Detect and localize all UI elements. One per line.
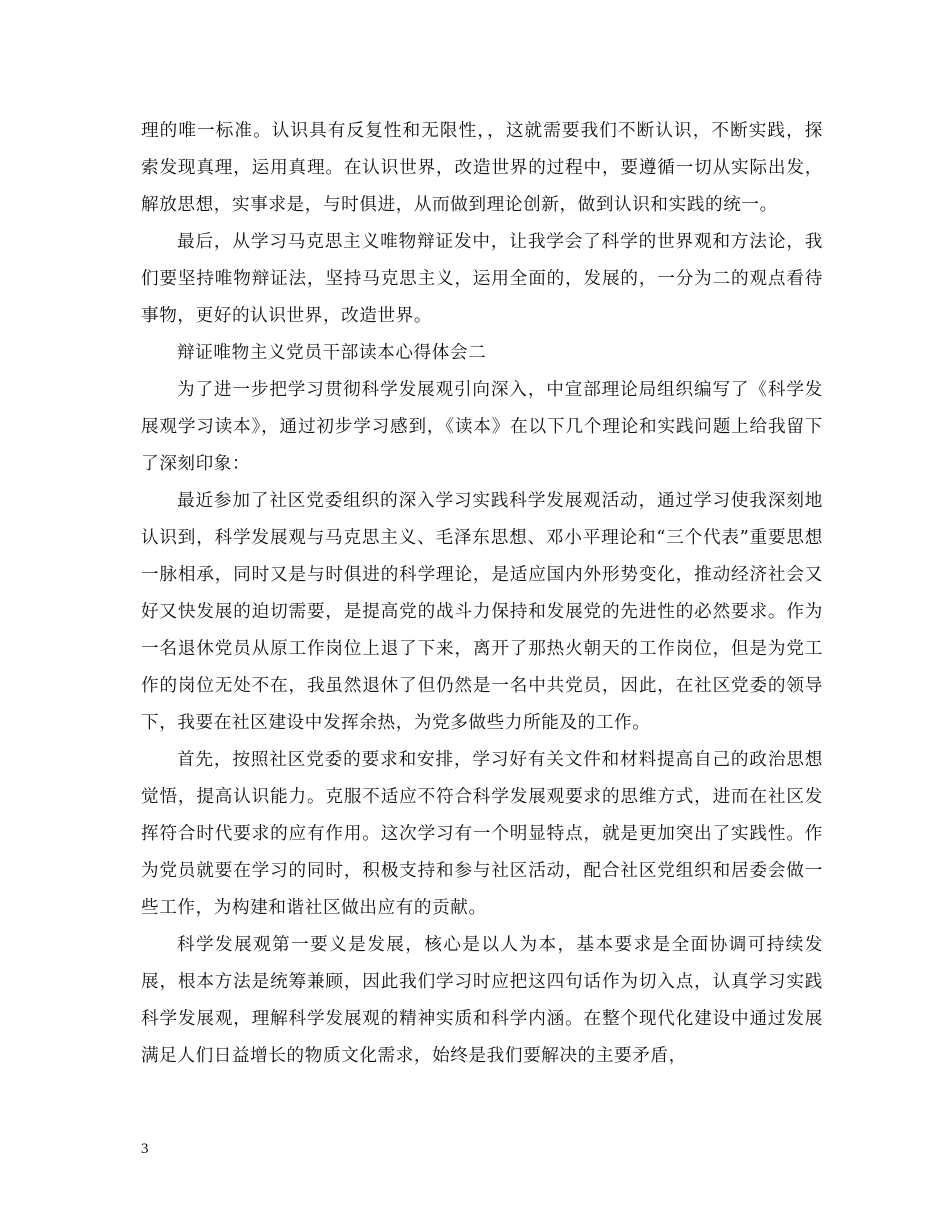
paragraph-continuation: 理的唯一标准。认识具有反复性和无限性，，这就需要我们不断认识，不断实践，探索发现真理，运用真理。在认识世界，改造世界的过程中，要遵循一切从实际出发，解放思想，实事求是，与时俱进，从而做到理论创新，做到认识和实践的统一。 bbox=[141, 121, 823, 215]
page-number: 3 bbox=[141, 1141, 149, 1157]
paragraph-intro: 为了进一步把学习贯彻科学发展观引向深入，中宣部理论局组织编写了《科学发展观学习读本》，通过初步学习感到，《读本》在以下几个理论和实践问题上给我留下了深刻印象： bbox=[141, 380, 823, 474]
paragraph-development: 科学发展观第一要义是发展，核心是以人为本，基本要求是全面协调可持续发展，根本方法是统筹兼顾，因此我们学习时应把这四句话作为切入点，认真学习实践科学发展观，理解科学发展观的精神实质和科学内涵。在整个现代化建设中通过发展满足人们日益增长的物质文化需求，始终是我们要解决的主要矛盾， bbox=[141, 935, 823, 1066]
paragraph-community-study: 最近参加了社区党委组织的深入学习实践科学发展观活动，通过学习使我深刻地认识到，科学发展观与马克思主义、毛泽东思想、邓小平理论和“三个代表”重要思想一脉相承，同时又是与时俱进的科学理论，是适应国内外形势变化，推动经济社会又好又快发展的迫切需要，是提高党的战斗力保持和发展党的先进性的必然要求。作为一名退休党员从原工作岗位上退了下来，离开了那热火朝天的工作岗位，但是为党工作的岗位无处不在，我虽然退休了但仍然是一名中共党员，因此，在社区党委的领导下，我要在社区建设中发挥余热，为党多做些力所能及的工作。 bbox=[141, 491, 823, 733]
paragraph-conclusion: 最后，从学习马克思主义唯物辩证发中，让我学会了科学的世界观和方法论，我们要坚持唯物辩证法，坚持马克思主义，运用全面的，发展的，一分为二的观点看待事物，更好的认识世界，改造世界。 bbox=[141, 232, 823, 326]
document-body bbox=[141, 113, 823, 1075]
section-heading: 辩证唯物主义党员干部读本心得体会二 bbox=[177, 343, 487, 363]
paragraph-first: 首先，按照社区党委的要求和安排，学习好有关文件和材料提高自己的政治思想觉悟，提高认识能力。克服不适应不符合科学发展观要求的思维方式，进而在社区发挥符合时代要求的应有作用。这次学习有一个明显特点，就是更加突出了实践性。作为党员就要在学习的同时，积极支持和参与社区活动，配合社区党组织和居委会做一些工作，为构建和谐社区做出应有的贡献。 bbox=[141, 750, 823, 918]
